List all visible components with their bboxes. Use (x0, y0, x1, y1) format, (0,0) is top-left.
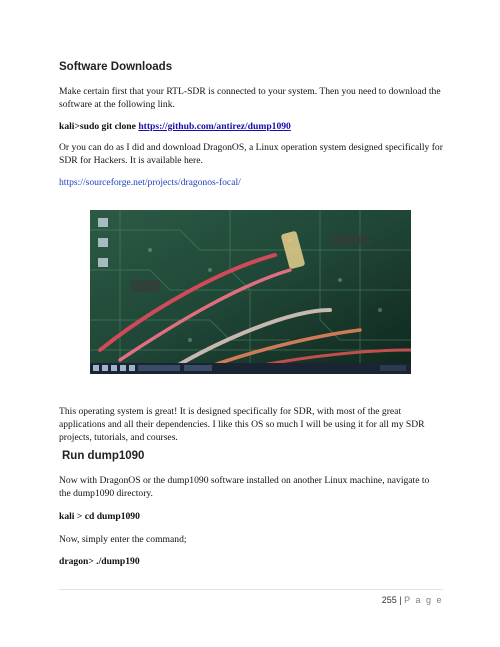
page-number: 255 (381, 595, 397, 605)
sourceforge-link[interactable]: https://sourceforge.net/projects/dragonos-focal/ (59, 177, 241, 188)
paragraph-connect-rtl-sdr: Make certain first that your RTL-SDR is connected to your system. Then you need to download the software at the following link. (59, 86, 441, 110)
browser-icon[interactable] (120, 365, 126, 371)
system-tray (380, 365, 406, 371)
trash-icon[interactable] (98, 258, 108, 267)
taskbar-window-button[interactable] (184, 365, 212, 371)
github-link[interactable]: https://github.com/antirez/dump1090 (138, 121, 291, 132)
terminal-icon[interactable] (111, 365, 117, 371)
start-menu-icon[interactable] (93, 365, 99, 371)
command-run-dump190: dragon> ./dump190 (59, 556, 140, 567)
desktop-icons (98, 218, 108, 267)
section-heading-run-dump1090: Run dump1090 (62, 450, 145, 462)
page-footer (59, 595, 443, 605)
paragraph-os-great: This operating system is great! It is designed specifically for SDR, with most of the great applications and all their dependencies. I like this OS so much I will be using it for all my SDR projects, tutorials, and courses. (59, 406, 425, 443)
home-folder-icon[interactable] (98, 238, 108, 247)
command-prefix: kali>sudo git clone (59, 121, 139, 132)
dragonos-desktop-screenshot (90, 210, 411, 374)
paragraph-enter-command: Now, simply enter the command; (59, 534, 187, 545)
command-git-clone (59, 121, 443, 132)
taskbar-window-button[interactable] (138, 365, 180, 371)
file-manager-icon[interactable] (102, 365, 108, 371)
paragraph-navigate-directory: Now with DragonOS or the dump1090 software installed on another Linux machine, navigate to the dump1090 directory. (59, 475, 430, 499)
footer-divider (59, 589, 443, 590)
circuit-board-wallpaper (90, 210, 411, 374)
footer-separator: | (399, 595, 402, 605)
settings-icon[interactable] (129, 365, 135, 371)
paragraph-dragonos: Or you can do as I did and download DragonOS, a Linux operation system designed specifically for SDR for Hackers. It is available here. (59, 142, 443, 166)
page-label: P a g e (404, 595, 443, 605)
section-heading-software-downloads: Software Downloads (59, 61, 173, 73)
computer-icon[interactable] (98, 218, 108, 227)
command-cd-dump1090: kali > cd dump1090 (59, 511, 140, 522)
